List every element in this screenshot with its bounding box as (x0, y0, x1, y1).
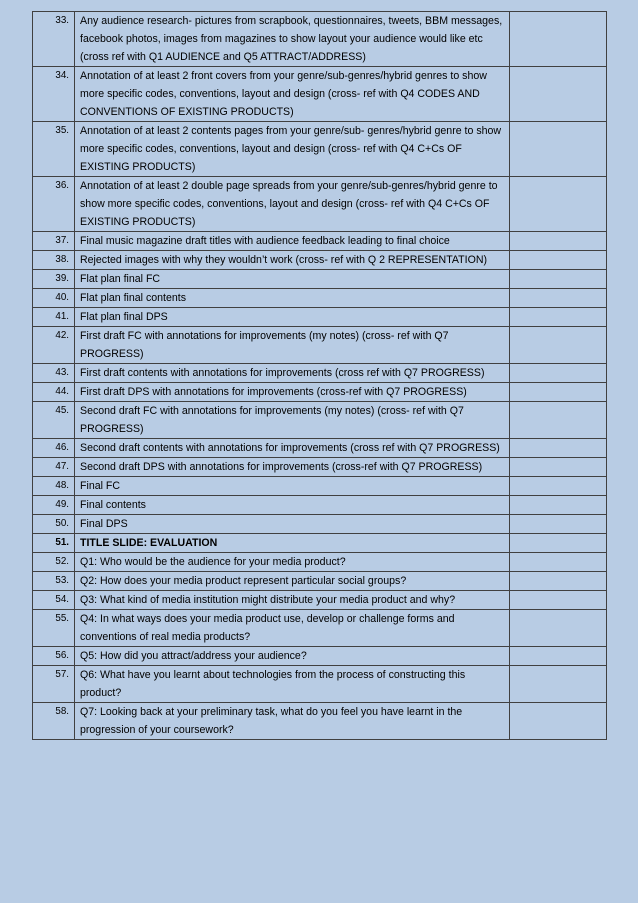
check-cell[interactable] (510, 591, 607, 610)
check-cell[interactable] (510, 308, 607, 327)
check-cell[interactable] (510, 251, 607, 270)
table-row (33, 270, 607, 289)
table-row (33, 458, 607, 477)
row-number: 56. (33, 647, 75, 666)
table-row (33, 402, 607, 439)
table-row (33, 496, 607, 515)
task-text: Any audience research- pictures from scrapbook, questionnaires, tweets, BBM messages, facebook photos, images from magazines to show layout your audience would like etc (cross ref with Q1 AUDIENCE and Q5 ATTRACT/ADDRESS) (75, 12, 510, 67)
table-row (33, 703, 607, 740)
table-row (33, 515, 607, 534)
table-row (33, 553, 607, 572)
row-number: 53. (33, 572, 75, 591)
check-cell[interactable] (510, 477, 607, 496)
row-number: 50. (33, 515, 75, 534)
task-text: Annotation of at least 2 front covers from your genre/sub-genres/hybrid genres to show more specific codes, conventions, layout and design (cross- ref with Q4 CODES AND CONVENTIONS OF EXISTING PRODUCTS) (75, 67, 510, 122)
table-row (33, 610, 607, 647)
table-row (33, 591, 607, 610)
row-number: 43. (33, 364, 75, 383)
task-text: Rejected images with why they wouldn’t work (cross- ref with Q 2 REPRESENTATION) (75, 251, 510, 270)
check-cell[interactable] (510, 327, 607, 364)
row-number: 45. (33, 402, 75, 439)
check-cell[interactable] (510, 515, 607, 534)
check-cell[interactable] (510, 572, 607, 591)
row-number: 34. (33, 67, 75, 122)
table-row (33, 327, 607, 364)
row-number: 47. (33, 458, 75, 477)
check-cell[interactable] (510, 67, 607, 122)
task-text: Annotation of at least 2 contents pages from your genre/sub- genres/hybrid genre to show more specific codes, conventions, layout and design (cross- ref with Q4 C+Cs OF EXISTING PRODUCTS) (75, 122, 510, 177)
table-row (33, 308, 607, 327)
row-number: 51. (33, 534, 75, 553)
table-row (33, 572, 607, 591)
task-text: Second draft FC with annotations for improvements (my notes) (cross- ref with Q7 PROGRESS) (75, 402, 510, 439)
row-number: 39. (33, 270, 75, 289)
task-text: Final DPS (75, 515, 510, 534)
row-number: 42. (33, 327, 75, 364)
check-cell[interactable] (510, 122, 607, 177)
check-cell[interactable] (510, 177, 607, 232)
table-row (33, 439, 607, 458)
task-text: Final FC (75, 477, 510, 496)
task-text: Q2: How does your media product represent particular social groups? (75, 572, 510, 591)
task-text: Q7: Looking back at your preliminary task, what do you feel you have learnt in the progression of your coursework? (75, 703, 510, 740)
checklist-table (32, 11, 607, 740)
check-cell[interactable] (510, 383, 607, 402)
section-title: TITLE SLIDE: EVALUATION (75, 534, 510, 553)
task-text: First draft contents with annotations for improvements (cross ref with Q7 PROGRESS) (75, 364, 510, 383)
row-number: 55. (33, 610, 75, 647)
table-row (33, 383, 607, 402)
table-row (33, 122, 607, 177)
row-number: 37. (33, 232, 75, 251)
row-number: 54. (33, 591, 75, 610)
table-row (33, 647, 607, 666)
table-row (33, 289, 607, 308)
row-number: 52. (33, 553, 75, 572)
task-text: Final music magazine draft titles with audience feedback leading to final choice (75, 232, 510, 251)
row-number: 58. (33, 703, 75, 740)
row-number: 46. (33, 439, 75, 458)
table-row (33, 12, 607, 67)
check-cell[interactable] (510, 666, 607, 703)
table-row (33, 177, 607, 232)
check-cell[interactable] (510, 553, 607, 572)
task-text: Q1: Who would be the audience for your media product? (75, 553, 510, 572)
check-cell[interactable] (510, 703, 607, 740)
task-text: Second draft contents with annotations for improvements (cross ref with Q7 PROGRESS) (75, 439, 510, 458)
row-number: 36. (33, 177, 75, 232)
check-cell[interactable] (510, 647, 607, 666)
row-number: 49. (33, 496, 75, 515)
check-cell[interactable] (510, 458, 607, 477)
task-text: Flat plan final contents (75, 289, 510, 308)
table-row (33, 251, 607, 270)
row-number: 48. (33, 477, 75, 496)
check-cell[interactable] (510, 439, 607, 458)
table-row (33, 364, 607, 383)
task-text: Final contents (75, 496, 510, 515)
row-number: 33. (33, 12, 75, 67)
section-title-row (33, 534, 607, 553)
row-number: 41. (33, 308, 75, 327)
task-text: Q3: What kind of media institution might distribute your media product and why? (75, 591, 510, 610)
row-number: 40. (33, 289, 75, 308)
task-text: First draft DPS with annotations for improvements (cross-ref with Q7 PROGRESS) (75, 383, 510, 402)
check-cell[interactable] (510, 270, 607, 289)
task-text: Q6: What have you learnt about technologies from the process of constructing this product? (75, 666, 510, 703)
table-row (33, 67, 607, 122)
task-text: Second draft DPS with annotations for improvements (cross-ref with Q7 PROGRESS) (75, 458, 510, 477)
task-text: First draft FC with annotations for improvements (my notes) (cross- ref with Q7 PROGRESS) (75, 327, 510, 364)
check-cell[interactable] (510, 289, 607, 308)
row-number: 44. (33, 383, 75, 402)
task-text: Annotation of at least 2 double page spreads from your genre/sub-genres/hybrid genre to show more specific codes, conventions, layout and design (cross- ref with Q4 C+Cs OF EXISTING PRODUCTS) (75, 177, 510, 232)
check-cell[interactable] (510, 12, 607, 67)
task-text: Q5: How did you attract/address your audience? (75, 647, 510, 666)
check-cell[interactable] (510, 610, 607, 647)
checklist-body (33, 12, 607, 740)
table-row (33, 232, 607, 251)
table-row (33, 477, 607, 496)
task-text: Flat plan final DPS (75, 308, 510, 327)
check-cell[interactable] (510, 364, 607, 383)
check-cell[interactable] (510, 496, 607, 515)
table-row (33, 666, 607, 703)
check-cell[interactable] (510, 402, 607, 439)
task-text: Q4: In what ways does your media product use, develop or challenge forms and conventions of real media products? (75, 610, 510, 647)
row-number: 38. (33, 251, 75, 270)
check-cell[interactable] (510, 232, 607, 251)
task-text: Flat plan final FC (75, 270, 510, 289)
row-number: 35. (33, 122, 75, 177)
check-cell[interactable] (510, 534, 607, 553)
row-number: 57. (33, 666, 75, 703)
